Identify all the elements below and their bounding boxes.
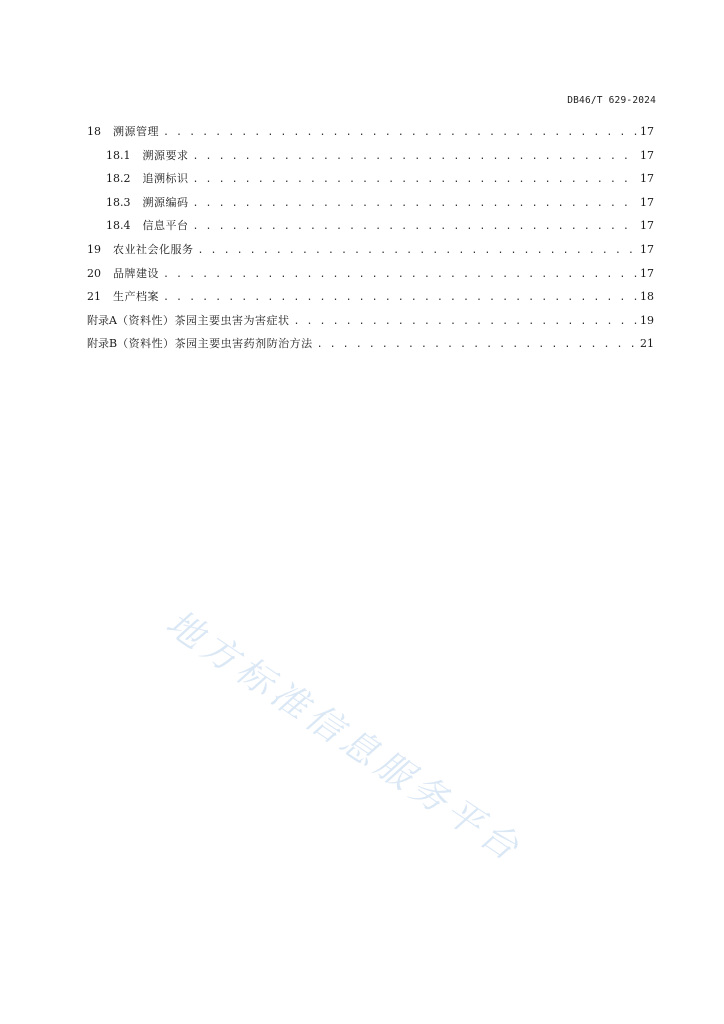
watermark: 地方标准信息服务平台 <box>158 602 530 872</box>
toc-page-number: 18 <box>640 290 654 304</box>
toc-leader-dots <box>163 265 638 285</box>
toc-title: 品牌建设 <box>113 266 159 280</box>
toc-entry-20[interactable] <box>87 264 654 288</box>
toc-entry-appendix-a[interactable] <box>87 311 654 335</box>
toc-leader-dots <box>198 241 639 261</box>
toc-title: （资料性）茶园主要虫害药剂防治方法 <box>117 337 313 351</box>
toc-title: （资料性）茶园主要虫害为害症状 <box>116 313 290 327</box>
toc-leader-dots <box>193 194 639 214</box>
toc-title: 追溯标识 <box>142 172 189 186</box>
toc-number: 18 <box>87 125 101 138</box>
toc-leader-dots <box>193 170 639 190</box>
toc-entry-18-1[interactable] <box>87 146 654 170</box>
document-code: DB46/T 629-2024 <box>567 95 656 106</box>
toc-title: 信息平台 <box>142 219 189 233</box>
toc-entry-21[interactable] <box>87 287 654 311</box>
toc-number: 21 <box>87 290 101 304</box>
toc-entry-18-2[interactable] <box>87 169 654 193</box>
toc-entry-18-3[interactable] <box>87 193 654 217</box>
toc-number: 18.1 <box>106 148 131 162</box>
toc-number: 附录A <box>87 313 117 327</box>
toc-leader-dots <box>193 147 639 167</box>
toc-page-number: 17 <box>640 148 654 162</box>
toc-entry-appendix-b[interactable] <box>87 334 654 358</box>
toc-page-number: 21 <box>640 337 654 351</box>
toc-title: 溯源要求 <box>142 148 189 162</box>
toc-entry-18-4[interactable] <box>87 216 654 240</box>
toc-page-number: 17 <box>640 172 654 186</box>
toc-number: 18.2 <box>106 172 131 186</box>
toc-title: 溯源编码 <box>142 195 189 209</box>
table-of-contents <box>87 122 654 358</box>
toc-title: 溯源管理 <box>113 125 159 138</box>
toc-number: 18.4 <box>106 219 131 233</box>
toc-number: 19 <box>87 242 101 256</box>
toc-leader-dots <box>317 335 638 355</box>
toc-leader-dots <box>163 123 638 143</box>
toc-page-number: 17 <box>640 266 654 280</box>
toc-page-number: 19 <box>640 313 654 327</box>
toc-page-number: 17 <box>640 125 654 138</box>
toc-number: 附录B <box>87 337 118 351</box>
toc-page-number: 17 <box>640 195 654 209</box>
toc-page-number: 17 <box>640 242 654 256</box>
toc-page-number: 17 <box>640 219 654 233</box>
toc-number: 20 <box>87 266 101 280</box>
toc-entry-18[interactable] <box>87 122 654 146</box>
toc-title: 生产档案 <box>113 290 159 304</box>
toc-entry-19[interactable] <box>87 240 654 264</box>
toc-leader-dots <box>293 312 638 332</box>
toc-title: 农业社会化服务 <box>113 242 194 256</box>
toc-leader-dots <box>193 217 639 237</box>
toc-number: 18.3 <box>106 195 131 209</box>
toc-leader-dots <box>163 288 638 308</box>
